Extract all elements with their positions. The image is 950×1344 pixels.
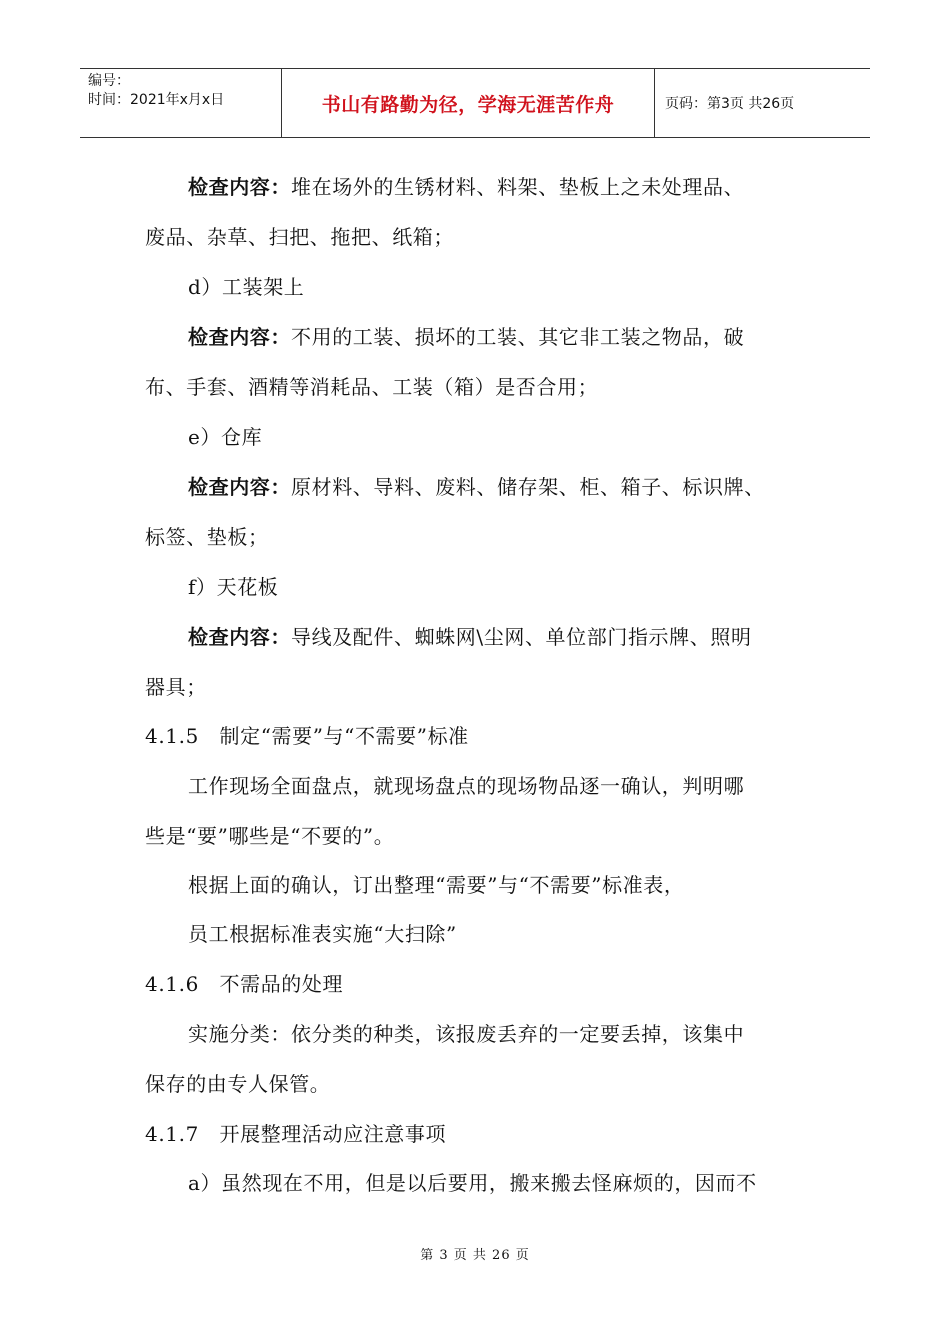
header-meta: [80, 69, 282, 137]
list-item-heading: e）仓库: [188, 425, 263, 449]
section-heading: 4.1.7 开展整理活动应注意事项: [145, 1122, 447, 1146]
body-line: 些是“要”哪些是“不要的”。: [145, 824, 395, 848]
document-date: 时间：2021年x月x日: [88, 92, 225, 108]
list-item-heading: f）天花板: [188, 575, 279, 599]
body-line: 布、手套、酒精等消耗品、工装（箱）是否合用；: [145, 375, 599, 399]
body-line: 废品、杂草、扫把、拖把、纸箱；: [145, 225, 454, 249]
section-heading: 4.1.5 制定“需要”与“不需要”标准: [145, 724, 469, 748]
body-line: 员工根据标准表实施“大扫除”: [188, 922, 457, 946]
body-line: 实施分类：依分类的种类，该报废丢弃的一定要丢掉，该集中: [188, 1022, 745, 1046]
body-line: 检查内容：堆在场外的生锈材料、料架、垫板上之未处理品、: [188, 175, 745, 199]
body-line: 检查内容：导线及配件、蜘蛛网\尘网、单位部门指示牌、照明: [188, 625, 752, 649]
section-heading: 4.1.6 不需品的处理: [145, 972, 344, 996]
list-item-heading: d）工装架上: [188, 275, 305, 299]
body-line: 器具；: [145, 675, 207, 699]
body-line: 检查内容：原材料、导料、废料、储存架、柜、箱子、标识牌、: [188, 475, 765, 499]
body-line: 标签、垫板；: [145, 525, 269, 549]
document-number: 编号：: [88, 73, 130, 89]
body-line: a）虽然现在不用，但是以后要用，搬来搬去怪麻烦的，因而不: [188, 1171, 757, 1195]
header-motto: 书山有路勤为径，学海无涯苦作舟: [282, 69, 655, 137]
body-line: 检查内容：不用的工装、损坏的工装、其它非工装之物品，破: [188, 325, 745, 349]
document-header: [80, 68, 870, 138]
header-page-info: 页码：第3页 共26页: [665, 96, 795, 112]
page-footer: 第 3 页 共 26 页: [420, 1248, 530, 1263]
body-line: 保存的由专人保管。: [145, 1072, 331, 1096]
body-line: 工作现场全面盘点，就现场盘点的现场物品逐一确认，判明哪: [188, 774, 745, 798]
body-line: 根据上面的确认，订出整理“需要”与“不需要”标准表，: [188, 873, 685, 897]
